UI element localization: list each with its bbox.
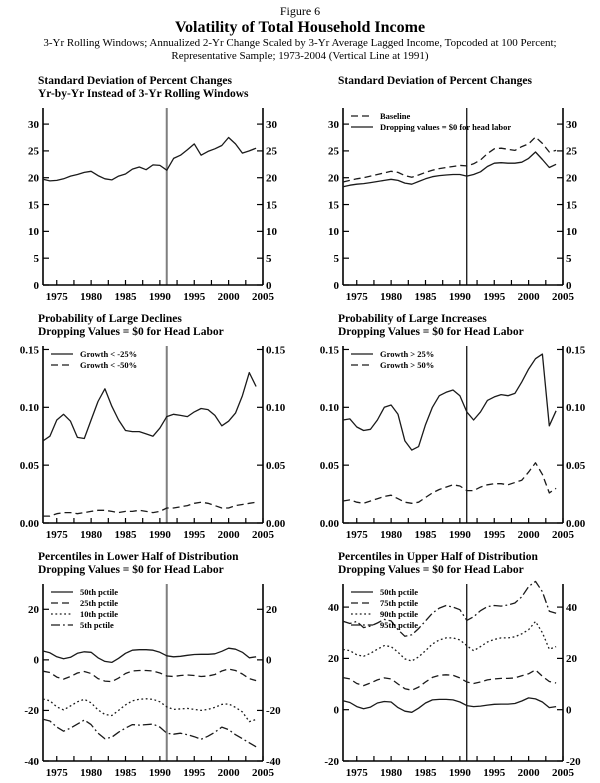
series-growth-25	[43, 373, 256, 441]
x-tick-label: 1975	[45, 291, 68, 303]
y-tick-label-right: 20	[566, 172, 577, 185]
y-tick-label-right: 0.05	[566, 459, 586, 472]
legend-label: 75th pctile	[380, 598, 419, 608]
y-tick-label-left: 10	[328, 226, 339, 239]
y-tick-label-right: 30	[266, 118, 277, 131]
y-tick-label-left: 15	[328, 199, 339, 212]
x-tick-label: 1995	[483, 767, 506, 779]
legend-label: Growth > 25%	[380, 349, 435, 359]
y-tick-label-right: 10	[266, 226, 277, 239]
y-tick-label-left: 0	[333, 704, 339, 717]
x-tick-label: 2005	[252, 291, 274, 303]
series-95th-pctile	[343, 581, 556, 636]
x-tick-label: 1985	[414, 291, 437, 303]
x-tick-label: 2000	[217, 767, 240, 779]
y-tick-label-right: -20	[266, 705, 281, 718]
y-tick-label-left: 0.10	[319, 402, 339, 415]
y-tick-label-left: 15	[28, 199, 39, 212]
x-tick-label: 2005	[552, 291, 574, 303]
x-tick-label: 1980	[80, 291, 103, 303]
chart-title-sd-baseline	[338, 75, 600, 102]
x-tick-label: 1975	[345, 291, 368, 303]
x-tick-label: 1995	[183, 767, 206, 779]
y-tick-label-right: 25	[566, 145, 577, 158]
y-tick-label-right: 0.10	[566, 402, 586, 415]
y-tick-label-right: 0	[566, 704, 572, 717]
x-tick-label: 1985	[114, 529, 137, 541]
legend-label: Growth < -50%	[80, 360, 138, 370]
x-tick-label: 1985	[414, 529, 437, 541]
chart-cell-pctiles-upper-half	[300, 545, 600, 783]
y-tick-label-left: 10	[28, 226, 39, 239]
x-tick-label: 1990	[148, 529, 171, 541]
y-tick-label-left: -40	[24, 755, 39, 768]
x-tick-label: 1995	[483, 291, 506, 303]
figure-title: Volatility of Total Household Income	[174, 19, 426, 36]
chart-cell-sd-yr-by-yr	[0, 69, 300, 307]
y-tick-label-right: 0.15	[566, 344, 586, 357]
y-tick-label-left: 30	[328, 118, 339, 131]
legend-label: 5th pctile	[80, 620, 114, 630]
y-tick-label-right: 5	[566, 252, 572, 265]
y-tick-label-right: -20	[566, 755, 581, 768]
x-tick-label: 1990	[148, 291, 171, 303]
series-25th-pctile	[43, 669, 256, 682]
series-growth-50	[343, 463, 556, 504]
x-tick-label: 2000	[517, 291, 540, 303]
series-10th-pctile	[43, 699, 256, 722]
series-growth-50	[43, 502, 256, 516]
x-tick-label: 1985	[414, 767, 437, 779]
chart-title-pctiles-upper	[338, 551, 600, 578]
chart-title-line2: Yr-by-Yr Instead of 3-Yr Rolling Windows	[38, 88, 249, 100]
x-tick-label: 1990	[148, 767, 171, 779]
legend-label: Dropping values = $0 for head labor	[380, 122, 512, 132]
prob-large-declines-chart	[0, 340, 300, 545]
series-50th-pctile	[343, 698, 556, 712]
chart-title-prob-increases	[338, 313, 600, 340]
chart-cell-sd-baseline-vs-dropping	[300, 69, 600, 307]
y-tick-label-left: 20	[328, 172, 339, 185]
y-tick-label-right: 20	[266, 172, 277, 185]
x-tick-label: 1975	[345, 529, 368, 541]
y-tick-label-left: 0.15	[319, 344, 339, 357]
y-tick-label-right: 0	[266, 654, 272, 667]
legend-label: Baseline	[380, 111, 411, 121]
figure-header	[0, 0, 600, 63]
x-tick-label: 1985	[114, 291, 137, 303]
chart-cell-pctiles-lower-half	[0, 545, 300, 783]
y-tick-label-right: 0	[566, 279, 572, 292]
x-tick-label: 2005	[552, 529, 574, 541]
charts-grid	[0, 69, 600, 783]
series-dropping-values-0-for-head-labor	[343, 152, 556, 187]
x-tick-label: 2005	[252, 529, 274, 541]
x-tick-label: 1980	[80, 767, 103, 779]
y-tick-label-right: 15	[566, 199, 577, 212]
chart-title-line1: Standard Deviation of Percent Changes	[38, 75, 233, 87]
y-tick-label-left: 0	[33, 654, 39, 667]
chart-title-line2: Dropping Values = $0 for Head Labor	[338, 326, 524, 338]
legend-label: 10th pctile	[80, 609, 119, 619]
legend-label: Growth > 50%	[380, 360, 435, 370]
y-tick-label-left: 0	[333, 279, 339, 292]
chart-title-prob-declines	[38, 313, 300, 340]
y-tick-label-left: 25	[328, 145, 339, 158]
y-tick-label-left: -20	[324, 755, 339, 768]
chart-title-line1: Percentiles in Lower Half of Distribution	[38, 551, 239, 563]
x-tick-label: 1980	[380, 767, 403, 779]
y-tick-label-right: 20	[566, 653, 577, 666]
y-tick-label-left: 0	[33, 279, 39, 292]
x-tick-label: 2000	[217, 529, 240, 541]
series-std-dev	[43, 138, 256, 181]
y-tick-label-left: -20	[24, 705, 39, 718]
x-tick-label: 2000	[517, 767, 540, 779]
chart-title-line1: Probability of Large Declines	[38, 313, 182, 325]
chart-title-line2: Dropping Values = $0 for Head Labor	[38, 326, 224, 338]
sd-baseline-vs-dropping-chart	[300, 102, 600, 307]
y-tick-label-left: 0.15	[19, 344, 39, 357]
y-tick-label-right: 40	[566, 601, 577, 614]
y-tick-label-right: 30	[566, 118, 577, 131]
y-tick-label-left: 0.10	[19, 402, 39, 415]
y-tick-label-left: 25	[28, 145, 39, 158]
y-tick-label-left: 20	[28, 172, 39, 185]
chart-title-line1: Percentiles in Upper Half of Distribution	[338, 551, 538, 563]
y-tick-label-right: 0.00	[566, 517, 586, 530]
series-50th-pctile	[43, 648, 256, 662]
x-tick-label: 1995	[483, 529, 506, 541]
chart-cell-prob-large-increases	[300, 307, 600, 545]
y-tick-label-right: 15	[266, 199, 277, 212]
x-tick-label: 1995	[183, 291, 206, 303]
x-tick-label: 2005	[552, 767, 574, 779]
sd-yr-by-yr-chart	[0, 102, 300, 307]
x-tick-label: 1980	[380, 529, 403, 541]
x-tick-label: 1990	[448, 767, 471, 779]
y-tick-label-left: 5	[33, 252, 39, 265]
figure-number: Figure 6	[279, 4, 321, 18]
legend-label: 50th pctile	[380, 587, 419, 597]
x-tick-label: 1975	[345, 767, 368, 779]
legend-label: 50th pctile	[80, 587, 119, 597]
series-75th-pctile	[343, 670, 556, 690]
y-tick-label-right: 20	[266, 604, 277, 617]
legend-label: Growth < -25%	[80, 349, 138, 359]
y-tick-label-right: 0.15	[266, 344, 286, 357]
chart-title-line1: Standard Deviation of Percent Changes	[338, 75, 533, 87]
x-tick-label: 1980	[80, 529, 103, 541]
x-tick-label: 1990	[448, 291, 471, 303]
x-tick-label: 2005	[252, 767, 274, 779]
y-tick-label-right: 0.10	[266, 402, 286, 415]
y-tick-label-left: 5	[333, 252, 339, 265]
chart-title-line2: Dropping Values = $0 for Head Labor	[38, 564, 224, 576]
figure-subtitle-line1: 3-Yr Rolling Windows; Annualized 2-Yr Change Scaled by 3-Yr Average Lagged Income, Topcoded at 100 Percent;	[43, 37, 557, 49]
chart-title-line1: Probability of Large Increases	[338, 313, 487, 325]
y-tick-label-left: 0.05	[19, 459, 39, 472]
y-tick-label-left: 20	[328, 653, 339, 666]
x-tick-label: 1990	[448, 529, 471, 541]
y-tick-label-left: 0.00	[19, 517, 39, 530]
pctiles-upper-half-chart	[300, 578, 600, 783]
chart-cell-prob-large-declines	[0, 307, 300, 545]
y-tick-label-right: 25	[266, 145, 277, 158]
legend-label: 90th pctile	[380, 609, 419, 619]
x-tick-label: 1985	[114, 767, 137, 779]
x-tick-label: 1975	[45, 529, 68, 541]
series-growth-25	[343, 354, 556, 450]
y-tick-label-left: 20	[28, 604, 39, 617]
series-90th-pctile	[343, 622, 556, 662]
legend-label: 95th pctile	[380, 620, 419, 630]
y-tick-label-right: 0.00	[266, 517, 286, 530]
y-tick-label-left: 0.05	[319, 459, 339, 472]
figure-subtitle-line2: Representative Sample; 1973-2004 (Vertical Line at 1991)	[171, 50, 429, 62]
x-tick-label: 1980	[380, 291, 403, 303]
chart-title-pctiles-lower	[38, 551, 300, 578]
y-tick-label-right: 5	[266, 252, 272, 265]
x-tick-label: 1995	[183, 529, 206, 541]
pctiles-lower-half-chart	[0, 578, 300, 783]
x-tick-label: 2000	[517, 529, 540, 541]
y-tick-label-right: -40	[266, 755, 281, 768]
y-tick-label-left: 40	[328, 601, 339, 614]
legend-label: 25th pctile	[80, 598, 119, 608]
y-tick-label-right: 10	[566, 226, 577, 239]
y-tick-label-right: 0.05	[266, 459, 286, 472]
x-tick-label: 2000	[217, 291, 240, 303]
chart-title-line2: Dropping Values = $0 for Head Labor	[338, 564, 524, 576]
chart-title-sd-yr-by-yr	[38, 75, 300, 102]
y-tick-label-left: 30	[28, 118, 39, 131]
x-tick-label: 1975	[45, 767, 68, 779]
y-tick-label-left: 0.00	[319, 517, 339, 530]
prob-large-increases-chart	[300, 340, 600, 545]
y-tick-label-right: 0	[266, 279, 272, 292]
series-5th-pctile	[43, 719, 256, 747]
